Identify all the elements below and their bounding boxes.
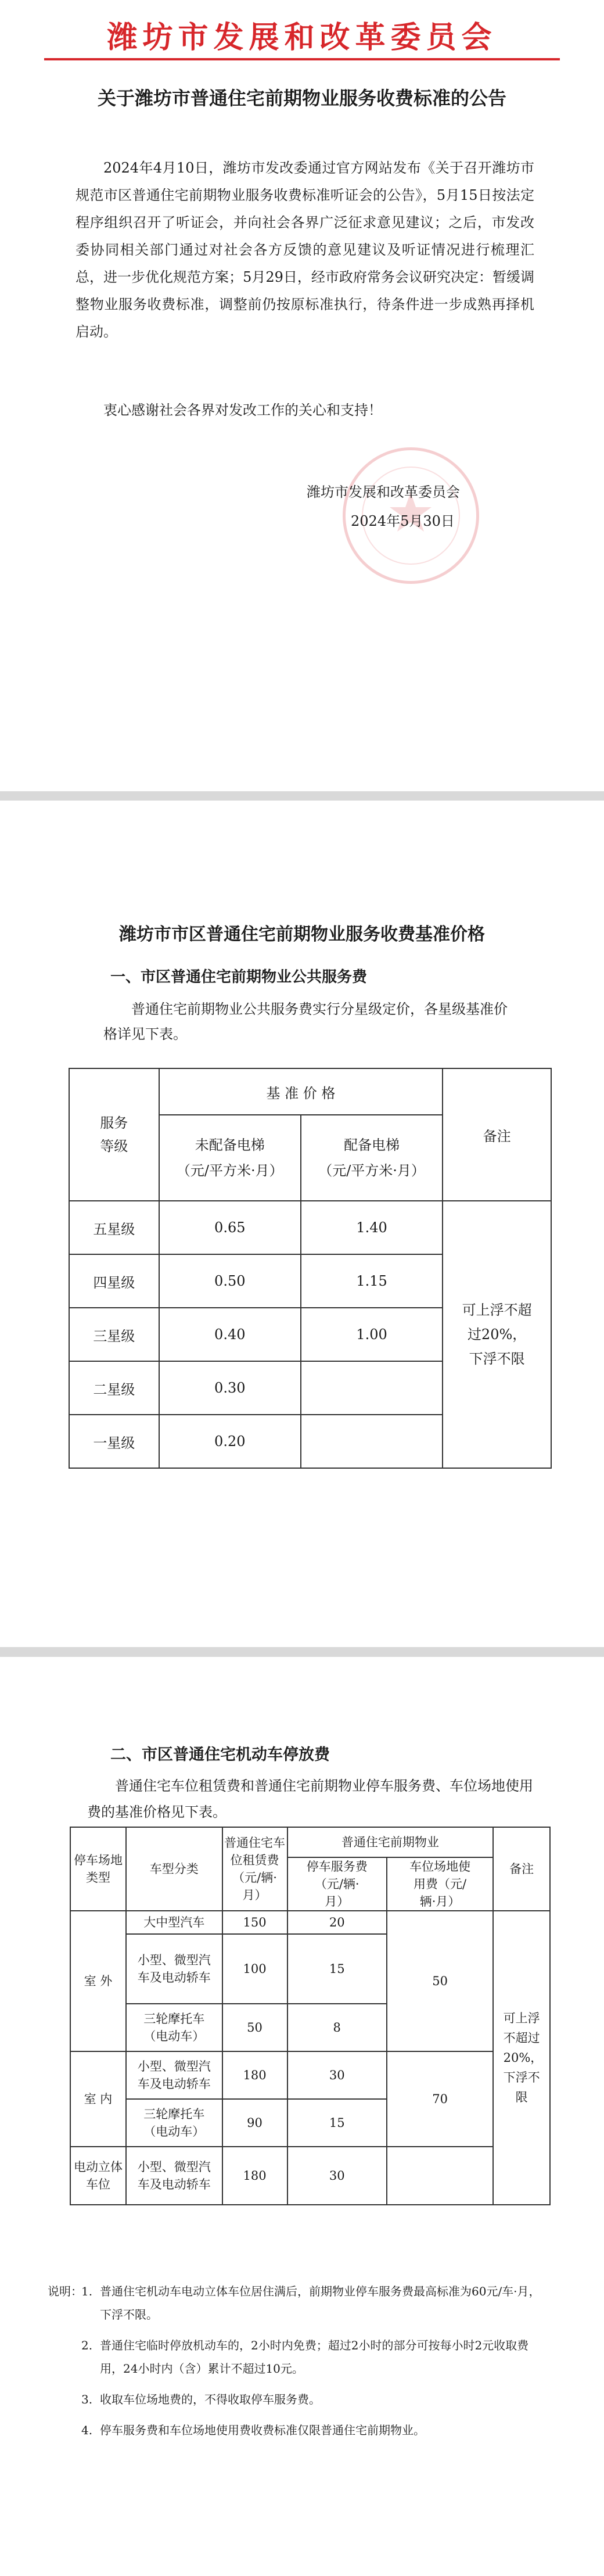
cell-service-fee: 8	[287, 2004, 387, 2051]
cell-service-fee: 30	[287, 2051, 387, 2099]
cell-level: 四星级	[69, 1254, 159, 1308]
note-item: 说明： 1. 普通住宅机动车电动立体车位居住满后，前期物业停车服务费最高标准为60元/车·月，下浮不限。	[81, 2280, 546, 2326]
cell-remarks: 可上浮不超过20%，下浮不限	[443, 1201, 551, 1468]
cell-elevator	[301, 1361, 443, 1415]
parking-intro: 普通住宅车位租赁费和普通住宅前期物业停车服务费、车位场地使用费的基准价格见下表。	[87, 1778, 533, 1820]
header-property-group: 普通住宅前期物业	[287, 1827, 494, 1857]
cell-elevator: 1.15	[301, 1254, 443, 1308]
parking-fee-table	[70, 1827, 551, 2205]
cell-remarks: 可上浮不超过20%，下浮不限	[493, 1911, 550, 2205]
cell-rent: 50	[222, 2004, 287, 2051]
cell-rent: 100	[222, 1934, 287, 2004]
announcement-page	[0, 0, 604, 791]
cell-service-fee: 15	[287, 2099, 387, 2147]
cell-no-elevator: 0.40	[159, 1308, 301, 1361]
header-vehicle-type: 车型分类	[126, 1827, 222, 1911]
header-location-type: 停车场地类型	[70, 1827, 126, 1911]
parking-notes	[48, 2280, 546, 2449]
header-elevator: 配备电梯 （元/平方米·月）	[301, 1115, 443, 1201]
header-remarks: 备注	[443, 1068, 551, 1201]
announcement-title: 关于潍坊市普通住宅前期物业服务收费标准的公告	[97, 87, 506, 109]
section-title-parking: 二、市区普通住宅机动车停放费	[110, 1746, 330, 1764]
public-service-fee-table	[69, 1068, 552, 1469]
cell-vehicle-type: 三轮摩托车（电动车）	[126, 2099, 222, 2147]
signature-org: 潍坊市发展和改革委员会	[307, 484, 460, 500]
announcement-body: 2024年4月10日，潍坊市发改委通过官方网站发布《关于召开潍坊市规范市区普通住宅前期物业服务收费标准听证会的公告》，5月15日按法定程序组织召开了听证会，并向社会各界广泛征求意见建议；之后，市发改委协同相关部门通过对社会各方反馈的意见建议及听证情况进行梳理汇总，进一步优化规范方案；5月29日，经市政府常务会议研究决定：暂缓调整物业服务收费标准，调整前仍按原标准执行，待条件进一步成熟再择机启动。	[76, 160, 534, 340]
section-title-public-service: 一、市区普通住宅前期物业公共服务费	[110, 968, 368, 986]
header-base-price: 基 准 价 格	[159, 1068, 443, 1115]
note-item: 4. 停车服务费和车位场地使用费收费标准仅限普通住宅前期物业。	[81, 2423, 425, 2437]
parking-fee-page	[0, 1657, 604, 2576]
cell-no-elevator: 0.30	[159, 1361, 301, 1415]
announcement-thanks: 衷心感谢社会各界对发改工作的关心和支持！	[103, 402, 382, 418]
cell-elevator: 1.40	[301, 1201, 443, 1254]
note-item: 2. 普通住宅临时停放机动车的，2小时内免费；超过2小时的部分可按每小时2元收取费用，24小时内（含）累计不超过10元。	[81, 2338, 529, 2376]
cell-location-outdoor: 室 外	[70, 1911, 126, 2051]
cell-rent: 180	[222, 2147, 287, 2205]
cell-vehicle-type: 小型、微型汽车及电动轿车	[126, 2147, 222, 2205]
header-remarks: 备注	[493, 1827, 550, 1911]
cell-vehicle-type: 三轮摩托车（电动车）	[126, 2004, 222, 2051]
cell-no-elevator: 0.50	[159, 1254, 301, 1308]
cell-rent: 90	[222, 2099, 287, 2147]
header-site-fee: 车位场地使用费（元/辆·月）	[387, 1857, 493, 1911]
cell-service-fee: 20	[287, 1911, 387, 1934]
cell-rent: 150	[222, 1911, 287, 1934]
header-no-elevator: 未配备电梯 （元/平方米·月）	[159, 1115, 301, 1201]
cell-level: 二星级	[69, 1361, 159, 1415]
cell-rent: 180	[222, 2051, 287, 2099]
cell-elevator: 1.00	[301, 1308, 443, 1361]
notes-label: 说明：	[48, 2284, 82, 2298]
cell-no-elevator: 0.20	[159, 1415, 301, 1468]
note-item: 3. 收取车位场地费的，不得收取停车服务费。	[81, 2392, 321, 2406]
signature-date: 2024年5月30日	[351, 513, 455, 529]
price-standard-title: 潍坊市市区普通住宅前期物业服务收费基准价格	[119, 924, 485, 945]
header-rent: 普通住宅车位租赁费（元/辆·月）	[222, 1827, 287, 1911]
cell-level: 三星级	[69, 1308, 159, 1361]
price-standard-page	[0, 801, 604, 1647]
cell-vehicle-type: 小型、微型汽车及电动轿车	[126, 2051, 222, 2099]
cell-vehicle-type: 大中型汽车	[126, 1911, 222, 1934]
cell-site-fee-empty	[387, 2147, 493, 2205]
cell-location-indoor: 室 内	[70, 2051, 126, 2147]
header-service-fee: 停车服务费（元/辆·月）	[287, 1857, 387, 1911]
cell-service-fee: 15	[287, 1934, 387, 2004]
cell-service-fee: 30	[287, 2147, 387, 2205]
org-letterhead: 潍坊市发展和改革委员会	[107, 20, 497, 55]
cell-elevator	[301, 1415, 443, 1468]
cell-site-fee-indoor: 70	[387, 2051, 493, 2147]
cell-level: 一星级	[69, 1415, 159, 1468]
header-service-level: 服务等级	[69, 1068, 159, 1201]
letterhead-divider	[44, 58, 560, 60]
cell-no-elevator: 0.65	[159, 1201, 301, 1254]
cell-vehicle-type: 小型、微型汽车及电动轿车	[126, 1934, 222, 2004]
section-intro: 普通住宅前期物业公共服务费实行分星级定价，各星级基准价格详见下表。	[103, 1001, 508, 1042]
cell-location-stereo: 电动立体车位	[70, 2147, 126, 2205]
cell-level: 五星级	[69, 1201, 159, 1254]
cell-site-fee-outdoor: 50	[387, 1911, 493, 2051]
